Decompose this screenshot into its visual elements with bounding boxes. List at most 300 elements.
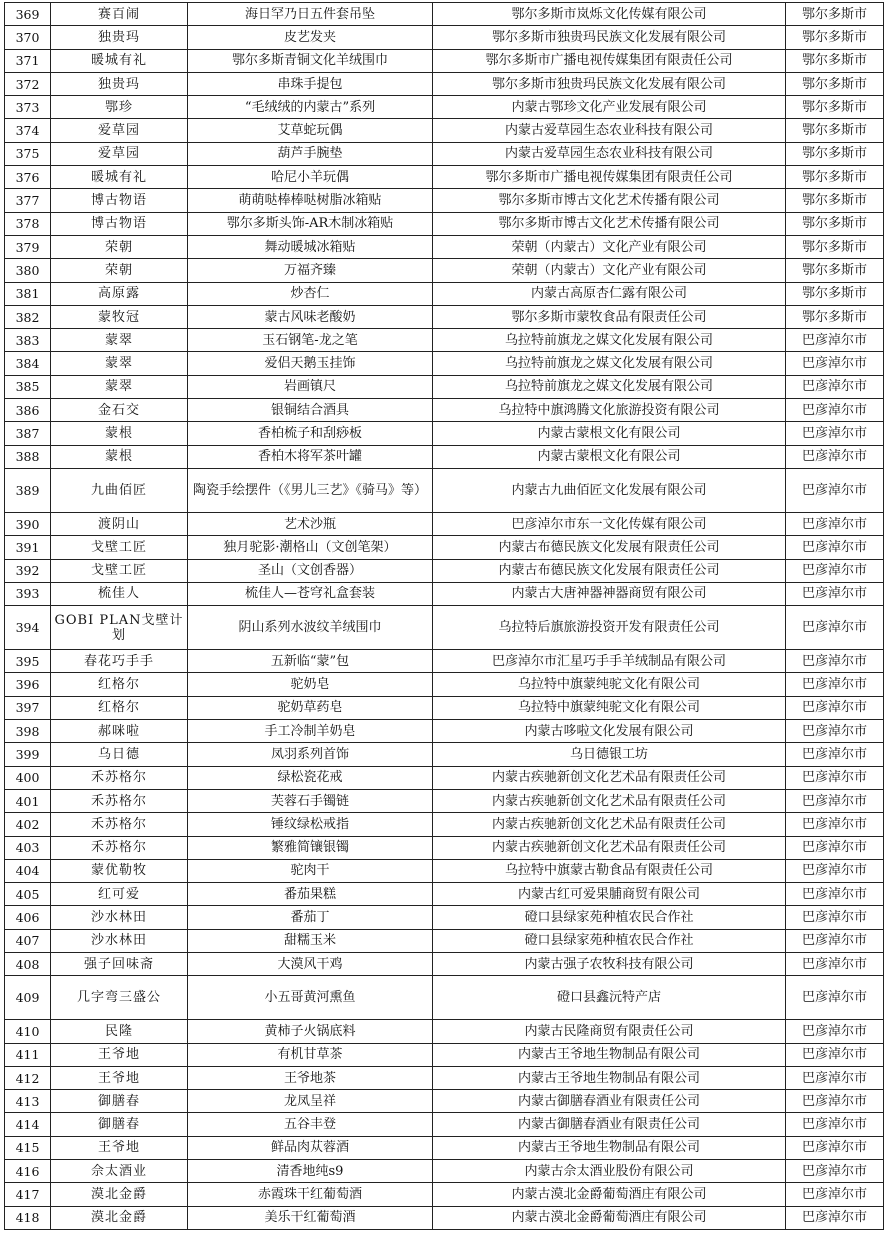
brand-cell: 蒙翠	[51, 375, 188, 398]
brand-cell: 御膳春	[51, 1113, 188, 1136]
company-cell: 内蒙古民隆商贸有限责任公司	[433, 1020, 786, 1043]
brand-cell: 渡阴山	[51, 512, 188, 535]
brand-cell: 蒙翠	[51, 352, 188, 375]
company-cell: 内蒙古疾驰新创文化艺术品有限责任公司	[433, 789, 786, 812]
row-number-cell: 414	[5, 1113, 51, 1136]
table-row	[5, 743, 884, 766]
table-row	[5, 96, 884, 119]
city-cell: 鄂尔多斯市	[786, 189, 884, 212]
table-row	[5, 119, 884, 142]
table-row	[5, 375, 884, 398]
row-number-cell: 388	[5, 445, 51, 468]
city-cell: 巴彦淖尔市	[786, 329, 884, 352]
product-cell: 海日罕乃日五件套吊坠	[188, 3, 433, 26]
table-row	[5, 72, 884, 95]
table-row	[5, 26, 884, 49]
company-cell: 荣朝（内蒙古）文化产业有限公司	[433, 259, 786, 282]
product-cell: 玉石钢笔-龙之笔	[188, 329, 433, 352]
company-cell: 内蒙古漠北金爵葡萄酒庄有限公司	[433, 1183, 786, 1206]
brand-cell: 博古物语	[51, 212, 188, 235]
row-number-cell: 413	[5, 1090, 51, 1113]
brand-cell: 博古物语	[51, 189, 188, 212]
product-cell: 番茄丁	[188, 906, 433, 929]
row-number-cell: 409	[5, 976, 51, 1020]
brand-cell: 王爷地	[51, 1136, 188, 1159]
table-row	[5, 259, 884, 282]
row-number-cell: 379	[5, 235, 51, 258]
company-cell: 内蒙古爱草园生态农业科技有限公司	[433, 142, 786, 165]
row-number-cell: 391	[5, 536, 51, 559]
company-cell: 内蒙古王爷地生物制品有限公司	[433, 1043, 786, 1066]
brand-cell: 红可爱	[51, 883, 188, 906]
table-row	[5, 1183, 884, 1206]
product-cell: 陶瓷手绘摆件（《男儿三艺》《骑马》等）	[188, 468, 433, 512]
table-row	[5, 536, 884, 559]
company-cell: 乌拉特前旗龙之媒文化发展有限公司	[433, 329, 786, 352]
company-cell: 乌拉特后旗旅游投资开发有限责任公司	[433, 606, 786, 650]
city-cell: 鄂尔多斯市	[786, 282, 884, 305]
product-cell: 萌萌哒棒棒哒树脂冰箱贴	[188, 189, 433, 212]
city-cell: 巴彦淖尔市	[786, 536, 884, 559]
company-cell: 内蒙古鄂珍文化产业发展有限公司	[433, 96, 786, 119]
row-number-cell: 417	[5, 1183, 51, 1206]
city-cell: 巴彦淖尔市	[786, 1206, 884, 1229]
city-cell: 巴彦淖尔市	[786, 1020, 884, 1043]
table-row	[5, 836, 884, 859]
city-cell: 巴彦淖尔市	[786, 883, 884, 906]
product-cell: 王爷地茶	[188, 1066, 433, 1089]
table-row	[5, 212, 884, 235]
city-cell: 鄂尔多斯市	[786, 166, 884, 189]
product-cell: 爱侣天鹅玉挂饰	[188, 352, 433, 375]
company-cell: 磴口县绿家苑种植农民合作社	[433, 929, 786, 952]
row-number-cell: 371	[5, 49, 51, 72]
product-cell: 五谷丰登	[188, 1113, 433, 1136]
product-cell: 梳佳人—苍穹礼盒套装	[188, 582, 433, 605]
row-number-cell: 377	[5, 189, 51, 212]
brand-cell: 禾苏格尔	[51, 813, 188, 836]
city-cell: 鄂尔多斯市	[786, 72, 884, 95]
brand-cell: 沙水林田	[51, 906, 188, 929]
table-row	[5, 305, 884, 328]
table-row	[5, 673, 884, 696]
row-number-cell: 406	[5, 906, 51, 929]
company-cell: 内蒙古王爷地生物制品有限公司	[433, 1136, 786, 1159]
table-row	[5, 606, 884, 650]
brand-cell: 暖城有礼	[51, 49, 188, 72]
brand-cell: 鄂珍	[51, 96, 188, 119]
row-number-cell: 408	[5, 952, 51, 975]
row-number-cell: 402	[5, 813, 51, 836]
brand-cell: 郝咪啦	[51, 720, 188, 743]
product-cell: 小五哥黄河熏鱼	[188, 976, 433, 1020]
table-row	[5, 235, 884, 258]
city-cell: 巴彦淖尔市	[786, 720, 884, 743]
product-cell: 凤羽系列首饰	[188, 743, 433, 766]
product-cell: 葫芦手腕垫	[188, 142, 433, 165]
product-cell: 大漠风干鸡	[188, 952, 433, 975]
product-cell: 繁雅简镶银镯	[188, 836, 433, 859]
city-cell: 巴彦淖尔市	[786, 422, 884, 445]
brand-cell: 红格尔	[51, 673, 188, 696]
table-row	[5, 582, 884, 605]
company-cell: 内蒙古爱草园生态农业科技有限公司	[433, 119, 786, 142]
product-cell: 银铜结合酒具	[188, 399, 433, 422]
company-cell: 鄂尔多斯市独贵玛民族文化发展有限公司	[433, 72, 786, 95]
brand-cell: 蒙翠	[51, 329, 188, 352]
brand-cell: 独贵玛	[51, 72, 188, 95]
company-cell: 鄂尔多斯市广播电视传媒集团有限责任公司	[433, 166, 786, 189]
product-cell: 皮艺发夹	[188, 26, 433, 49]
company-cell: 内蒙古疾驰新创文化艺术品有限责任公司	[433, 836, 786, 859]
row-number-cell: 407	[5, 929, 51, 952]
product-cell: 驼奶草药皂	[188, 696, 433, 719]
table-row	[5, 1090, 884, 1113]
brand-cell: 民隆	[51, 1020, 188, 1043]
city-cell: 巴彦淖尔市	[786, 1113, 884, 1136]
city-cell: 巴彦淖尔市	[786, 813, 884, 836]
row-number-cell: 403	[5, 836, 51, 859]
city-cell: 巴彦淖尔市	[786, 1066, 884, 1089]
brand-cell: 佘太酒业	[51, 1160, 188, 1183]
table-body	[5, 3, 884, 1230]
row-number-cell: 404	[5, 859, 51, 882]
table-row	[5, 468, 884, 512]
row-number-cell: 387	[5, 422, 51, 445]
table-row	[5, 3, 884, 26]
company-cell: 内蒙古佘太酒业股份有限公司	[433, 1160, 786, 1183]
row-number-cell: 375	[5, 142, 51, 165]
table-row	[5, 1113, 884, 1136]
row-number-cell: 382	[5, 305, 51, 328]
city-cell: 巴彦淖尔市	[786, 582, 884, 605]
table-row	[5, 166, 884, 189]
table-row	[5, 352, 884, 375]
brand-cell: 荣朝	[51, 259, 188, 282]
city-cell: 巴彦淖尔市	[786, 1090, 884, 1113]
table-row	[5, 1066, 884, 1089]
company-cell: 乌拉特前旗龙之媒文化发展有限公司	[433, 375, 786, 398]
table-row	[5, 789, 884, 812]
row-number-cell: 373	[5, 96, 51, 119]
product-cell: 串珠手提包	[188, 72, 433, 95]
product-cell: 锤纹绿松戒指	[188, 813, 433, 836]
company-cell: 内蒙古布德民族文化发展有限责任公司	[433, 536, 786, 559]
row-number-cell: 380	[5, 259, 51, 282]
company-cell: 内蒙古高原杏仁露有限公司	[433, 282, 786, 305]
table-row	[5, 813, 884, 836]
brand-cell: 禾苏格尔	[51, 789, 188, 812]
table-row	[5, 1020, 884, 1043]
company-cell: 乌拉特中旗蒙纯驼文化有限公司	[433, 696, 786, 719]
company-cell: 乌拉特中旗蒙古勒食品有限责任公司	[433, 859, 786, 882]
table-row	[5, 512, 884, 535]
brand-cell: 高原露	[51, 282, 188, 305]
brand-cell: 王爷地	[51, 1066, 188, 1089]
product-cell: 艺术沙瓶	[188, 512, 433, 535]
row-number-cell: 370	[5, 26, 51, 49]
company-cell: 内蒙古御膳春酒业有限责任公司	[433, 1090, 786, 1113]
brand-cell: 强子回味斋	[51, 952, 188, 975]
row-number-cell: 372	[5, 72, 51, 95]
table-row	[5, 952, 884, 975]
product-cell: 龙凤呈祥	[188, 1090, 433, 1113]
product-cell: 美乐干红葡萄酒	[188, 1206, 433, 1229]
row-number-cell: 394	[5, 606, 51, 650]
city-cell: 鄂尔多斯市	[786, 96, 884, 119]
row-number-cell: 369	[5, 3, 51, 26]
product-cell: “毛绒绒的内蒙古”系列	[188, 96, 433, 119]
product-cell: 鄂尔多斯青铜文化羊绒围巾	[188, 49, 433, 72]
city-cell: 鄂尔多斯市	[786, 259, 884, 282]
product-cell: 绿松瓷花戒	[188, 766, 433, 789]
product-cell: 舞动暖城冰箱贴	[188, 235, 433, 258]
city-cell: 巴彦淖尔市	[786, 789, 884, 812]
product-cell: 赤霞珠干红葡萄酒	[188, 1183, 433, 1206]
brand-cell: 蒙优勒牧	[51, 859, 188, 882]
company-cell: 荣朝（内蒙古）文化产业有限公司	[433, 235, 786, 258]
row-number-cell: 390	[5, 512, 51, 535]
row-number-cell: 415	[5, 1136, 51, 1159]
company-cell: 乌拉特前旗龙之媒文化发展有限公司	[433, 352, 786, 375]
table-row	[5, 650, 884, 673]
product-cell: 艾草蛇玩偶	[188, 119, 433, 142]
table-row	[5, 696, 884, 719]
city-cell: 巴彦淖尔市	[786, 766, 884, 789]
product-cell: 圣山（文创香器）	[188, 559, 433, 582]
product-cell: 芙蓉石手镯链	[188, 789, 433, 812]
city-cell: 鄂尔多斯市	[786, 235, 884, 258]
company-cell: 内蒙古疾驰新创文化艺术品有限责任公司	[433, 766, 786, 789]
product-cell: 五新临“蒙”包	[188, 650, 433, 673]
city-cell: 巴彦淖尔市	[786, 743, 884, 766]
brand-cell: 暖城有礼	[51, 166, 188, 189]
product-cell: 手工冷制羊奶皂	[188, 720, 433, 743]
row-number-cell: 376	[5, 166, 51, 189]
table-row	[5, 859, 884, 882]
product-list-table	[4, 2, 884, 1230]
brand-cell: 几字弯三盛公	[51, 976, 188, 1020]
brand-cell: 红格尔	[51, 696, 188, 719]
brand-cell: 蒙根	[51, 445, 188, 468]
row-number-cell: 381	[5, 282, 51, 305]
company-cell: 乌拉特中旗蒙纯驼文化有限公司	[433, 673, 786, 696]
company-cell: 鄂尔多斯市广播电视传媒集团有限责任公司	[433, 49, 786, 72]
brand-cell: 蒙根	[51, 422, 188, 445]
row-number-cell: 395	[5, 650, 51, 673]
city-cell: 巴彦淖尔市	[786, 976, 884, 1020]
table-row	[5, 422, 884, 445]
city-cell: 巴彦淖尔市	[786, 1136, 884, 1159]
city-cell: 鄂尔多斯市	[786, 119, 884, 142]
city-cell: 巴彦淖尔市	[786, 859, 884, 882]
company-cell: 内蒙古蒙根文化有限公司	[433, 445, 786, 468]
city-cell: 巴彦淖尔市	[786, 1183, 884, 1206]
table-row	[5, 766, 884, 789]
brand-cell: 戈壁工匠	[51, 559, 188, 582]
company-cell: 内蒙古王爷地生物制品有限公司	[433, 1066, 786, 1089]
city-cell: 巴彦淖尔市	[786, 650, 884, 673]
row-number-cell: 401	[5, 789, 51, 812]
product-cell: 驼肉干	[188, 859, 433, 882]
company-cell: 鄂尔多斯市独贵玛民族文化发展有限公司	[433, 26, 786, 49]
row-number-cell: 374	[5, 119, 51, 142]
city-cell: 鄂尔多斯市	[786, 49, 884, 72]
row-number-cell: 416	[5, 1160, 51, 1183]
table-row	[5, 445, 884, 468]
product-cell: 驼奶皂	[188, 673, 433, 696]
city-cell: 巴彦淖尔市	[786, 836, 884, 859]
city-cell: 巴彦淖尔市	[786, 512, 884, 535]
product-cell: 甜糯玉米	[188, 929, 433, 952]
city-cell: 巴彦淖尔市	[786, 606, 884, 650]
company-cell: 内蒙古蒙根文化有限公司	[433, 422, 786, 445]
row-number-cell: 399	[5, 743, 51, 766]
city-cell: 鄂尔多斯市	[786, 142, 884, 165]
city-cell: 鄂尔多斯市	[786, 3, 884, 26]
table-row	[5, 906, 884, 929]
city-cell: 巴彦淖尔市	[786, 559, 884, 582]
city-cell: 鄂尔多斯市	[786, 26, 884, 49]
table-row	[5, 883, 884, 906]
table-row	[5, 329, 884, 352]
brand-cell: 春花巧手手	[51, 650, 188, 673]
product-cell: 鲜品肉苁蓉酒	[188, 1136, 433, 1159]
city-cell: 巴彦淖尔市	[786, 952, 884, 975]
company-cell: 磴口县绿家苑种植农民合作社	[433, 906, 786, 929]
row-number-cell: 389	[5, 468, 51, 512]
brand-cell: GOBI PLAN戈壁计划	[51, 606, 188, 650]
brand-cell: 金石交	[51, 399, 188, 422]
city-cell: 巴彦淖尔市	[786, 352, 884, 375]
product-cell: 独月驼影·潮格山（文创笔架）	[188, 536, 433, 559]
table-row	[5, 976, 884, 1020]
product-cell: 阴山系列水波纹羊绒围巾	[188, 606, 433, 650]
product-cell: 黄柿子火锅底料	[188, 1020, 433, 1043]
row-number-cell: 383	[5, 329, 51, 352]
table-row	[5, 1160, 884, 1183]
brand-cell: 漠北金爵	[51, 1206, 188, 1229]
product-cell: 鄂尔多斯头饰-AR木制冰箱贴	[188, 212, 433, 235]
brand-cell: 戈壁工匠	[51, 536, 188, 559]
table-row	[5, 142, 884, 165]
city-cell: 巴彦淖尔市	[786, 1043, 884, 1066]
product-cell: 清香地纯s9	[188, 1160, 433, 1183]
company-cell: 内蒙古强子农牧科技有限公司	[433, 952, 786, 975]
table-row	[5, 1043, 884, 1066]
city-cell: 巴彦淖尔市	[786, 468, 884, 512]
row-number-cell: 398	[5, 720, 51, 743]
table-row	[5, 282, 884, 305]
row-number-cell: 378	[5, 212, 51, 235]
row-number-cell: 397	[5, 696, 51, 719]
company-cell: 内蒙古布德民族文化发展有限责任公司	[433, 559, 786, 582]
product-cell: 炒杏仁	[188, 282, 433, 305]
table-row	[5, 1136, 884, 1159]
brand-cell: 荣朝	[51, 235, 188, 258]
brand-cell: 蒙牧冠	[51, 305, 188, 328]
city-cell: 巴彦淖尔市	[786, 929, 884, 952]
product-cell: 香柏梳子和刮痧板	[188, 422, 433, 445]
product-cell: 蒙古风味老酸奶	[188, 305, 433, 328]
row-number-cell: 393	[5, 582, 51, 605]
row-number-cell: 384	[5, 352, 51, 375]
row-number-cell: 405	[5, 883, 51, 906]
brand-cell: 梳佳人	[51, 582, 188, 605]
company-cell: 内蒙古漠北金爵葡萄酒庄有限公司	[433, 1206, 786, 1229]
brand-cell: 王爷地	[51, 1043, 188, 1066]
table-row	[5, 49, 884, 72]
city-cell: 鄂尔多斯市	[786, 212, 884, 235]
table-row	[5, 189, 884, 212]
product-cell: 有机甘草茶	[188, 1043, 433, 1066]
table-row	[5, 1206, 884, 1229]
row-number-cell: 418	[5, 1206, 51, 1229]
brand-cell: 九曲佰匠	[51, 468, 188, 512]
row-number-cell: 386	[5, 399, 51, 422]
company-cell: 内蒙古大唐神器神器商贸有限公司	[433, 582, 786, 605]
row-number-cell: 392	[5, 559, 51, 582]
company-cell: 乌日德银工坊	[433, 743, 786, 766]
table-row	[5, 559, 884, 582]
brand-cell: 爱草园	[51, 142, 188, 165]
company-cell: 巴彦淖尔市东一文化传媒有限公司	[433, 512, 786, 535]
company-cell: 内蒙古御膳春酒业有限责任公司	[433, 1113, 786, 1136]
city-cell: 巴彦淖尔市	[786, 375, 884, 398]
brand-cell: 爱草园	[51, 119, 188, 142]
table-row	[5, 399, 884, 422]
brand-cell: 禾苏格尔	[51, 766, 188, 789]
brand-cell: 乌日德	[51, 743, 188, 766]
product-cell: 香柏木将军茶叶罐	[188, 445, 433, 468]
city-cell: 巴彦淖尔市	[786, 1160, 884, 1183]
brand-cell: 独贵玛	[51, 26, 188, 49]
company-cell: 磴口县鑫沅特产店	[433, 976, 786, 1020]
company-cell: 乌拉特中旗鸿腾文化旅游投资有限公司	[433, 399, 786, 422]
table-row	[5, 720, 884, 743]
city-cell: 巴彦淖尔市	[786, 445, 884, 468]
city-cell: 巴彦淖尔市	[786, 399, 884, 422]
company-cell: 鄂尔多斯市蒙牧食品有限责任公司	[433, 305, 786, 328]
brand-cell: 漠北金爵	[51, 1183, 188, 1206]
row-number-cell: 396	[5, 673, 51, 696]
company-cell: 内蒙古哆啦文化发展有限公司	[433, 720, 786, 743]
brand-cell: 禾苏格尔	[51, 836, 188, 859]
company-cell: 巴彦淖尔市汇星巧手手羊绒制品有限公司	[433, 650, 786, 673]
product-cell: 万福齐臻	[188, 259, 433, 282]
company-cell: 内蒙古疾驰新创文化艺术品有限责任公司	[433, 813, 786, 836]
city-cell: 巴彦淖尔市	[786, 906, 884, 929]
brand-cell: 御膳春	[51, 1090, 188, 1113]
brand-cell: 赛百闹	[51, 3, 188, 26]
product-cell: 岩画镇尺	[188, 375, 433, 398]
row-number-cell: 411	[5, 1043, 51, 1066]
city-cell: 鄂尔多斯市	[786, 305, 884, 328]
row-number-cell: 412	[5, 1066, 51, 1089]
company-cell: 鄂尔多斯市博古文化艺术传播有限公司	[433, 189, 786, 212]
company-cell: 内蒙古红可爱果脯商贸有限公司	[433, 883, 786, 906]
city-cell: 巴彦淖尔市	[786, 673, 884, 696]
company-cell: 鄂尔多斯市博古文化艺术传播有限公司	[433, 212, 786, 235]
company-cell: 鄂尔多斯市岚烁文化传媒有限公司	[433, 3, 786, 26]
product-cell: 哈尼小羊玩偶	[188, 166, 433, 189]
table-row	[5, 929, 884, 952]
row-number-cell: 400	[5, 766, 51, 789]
row-number-cell: 385	[5, 375, 51, 398]
company-cell: 内蒙古九曲佰匠文化发展有限公司	[433, 468, 786, 512]
row-number-cell: 410	[5, 1020, 51, 1043]
product-cell: 番茄果糕	[188, 883, 433, 906]
